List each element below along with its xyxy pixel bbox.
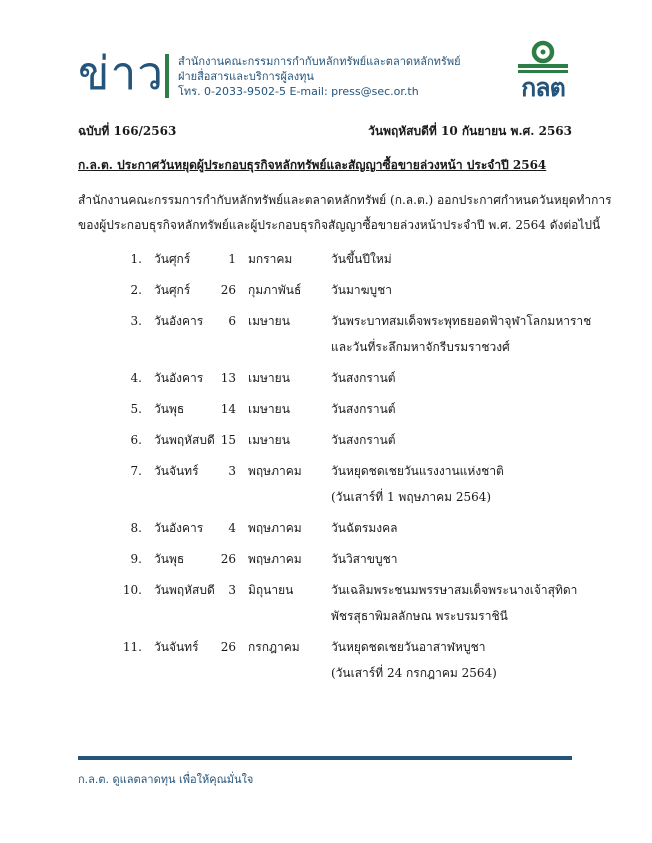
- holiday-weekday: วันจันทร์: [154, 640, 199, 654]
- holiday-weekday: วันอังคาร: [154, 521, 204, 535]
- holiday-description-line: พัชรสุธาพิมลลักษณ พระบรมราชินี: [331, 609, 508, 623]
- holiday-month: เมษายน: [248, 314, 290, 328]
- holiday-month: พฤษภาคม: [248, 521, 302, 535]
- holiday-weekday: วันศุกร์: [154, 252, 191, 266]
- holiday-weekday: วันพุธ: [154, 552, 185, 566]
- holiday-number: 11.: [122, 640, 142, 654]
- holiday-number: 6.: [130, 433, 142, 447]
- holiday-description-line: วันเฉลิมพระชนมพรรษาสมเด็จพระนางเจ้าสุทิดา: [331, 583, 578, 597]
- holiday-number: 3.: [130, 314, 142, 328]
- contact-info: โทร. 0-2033-9502-5 E-mail: press@sec.or.th: [178, 85, 419, 98]
- holiday-description-line: วันพระบาทสมเด็จพระพุทธยอดฟ้าจุฬาโลกมหาราช: [331, 314, 592, 328]
- holiday-description-line: วันฉัตรมงคล: [331, 521, 398, 535]
- holiday-day: 6: [228, 314, 236, 328]
- holiday-day: 26: [220, 640, 236, 654]
- holiday-row: [0, 279, 652, 310]
- office-info: [178, 54, 461, 99]
- sec-logo: [514, 40, 572, 104]
- holiday-description-line: วันสงกรานต์: [331, 371, 396, 385]
- footer-rule: [78, 756, 572, 760]
- holiday-day: 1: [228, 252, 236, 266]
- holiday-number: 4.: [130, 371, 142, 385]
- holiday-list: [0, 248, 652, 693]
- holiday-month: เมษายน: [248, 433, 290, 447]
- holiday-month: กุมภาพันธ์: [248, 283, 302, 297]
- holiday-description-line: และวันที่ระลึกมหาจักรีบรมราชวงศ์: [331, 340, 510, 354]
- holiday-description-line: วันขึ้นปีใหม่: [331, 252, 392, 266]
- holiday-description: [331, 365, 396, 391]
- holiday-day: 3: [228, 464, 236, 478]
- sec-logo-icon: [514, 40, 572, 74]
- office-name: สำนักงานคณะกรรมการกำกับหลักทรัพย์และตลาดหลักทรัพย์: [178, 55, 461, 68]
- department-name: ฝ่ายสื่อสารและบริการผู้ลงทุน: [178, 70, 314, 83]
- holiday-row: [0, 248, 652, 279]
- holiday-day: 14: [220, 402, 236, 416]
- holiday-weekday: วันพุธ: [154, 402, 185, 416]
- holiday-description: [331, 396, 396, 422]
- holiday-description-line: วันสงกรานต์: [331, 402, 396, 416]
- holiday-month: มกราคม: [248, 252, 293, 266]
- holiday-number: 8.: [130, 521, 142, 535]
- intro-paragraph: [78, 188, 612, 238]
- holiday-month: เมษายน: [248, 402, 290, 416]
- holiday-description-line: (วันเสาร์ที่ 24 กรกฎาคม 2564): [331, 666, 497, 680]
- holiday-number: 2.: [130, 283, 142, 297]
- holiday-weekday: วันอังคาร: [154, 371, 204, 385]
- issue-date: วันพฤหัสบดีที่ 10 กันยายน พ.ศ. 2563: [368, 124, 572, 138]
- holiday-month: พฤษภาคม: [248, 552, 302, 566]
- holiday-day: 13: [220, 371, 236, 385]
- holiday-number: 10.: [122, 583, 142, 597]
- holiday-number: 5.: [130, 402, 142, 416]
- holiday-row: [0, 398, 652, 429]
- holiday-month: มิถุนายน: [248, 583, 294, 597]
- holiday-description: [331, 546, 397, 572]
- issue-number: ฉบับที่ 166/2563: [78, 124, 177, 138]
- document-meta: [78, 122, 572, 142]
- news-wordmark: ข่าว: [78, 46, 165, 100]
- holiday-description-line: วันวิสาขบูชา: [331, 552, 398, 566]
- holiday-description-line: (วันเสาร์ที่ 1 พฤษภาคม 2564): [331, 490, 492, 504]
- holiday-number: 7.: [130, 464, 142, 478]
- holiday-description: [331, 427, 396, 453]
- holiday-day: 26: [220, 552, 236, 566]
- holiday-month: เมษายน: [248, 371, 290, 385]
- holiday-weekday: วันพฤหัสบดี: [154, 583, 215, 597]
- holiday-day: 3: [228, 583, 236, 597]
- holiday-weekday: วันจันทร์: [154, 464, 199, 478]
- holiday-row: [0, 429, 652, 460]
- intro-line: สำนักงานคณะกรรมการกำกับหลักทรัพย์และตลาดหลักทรัพย์ (ก.ล.ต.) ออกประกาศกำหนดวันหยุดทำการ: [78, 193, 612, 207]
- holiday-row: [0, 310, 652, 367]
- intro-line: ของผู้ประกอบธุรกิจหลักทรัพย์และผู้ประกอบธุรกิจสัญญาซื้อขายล่วงหน้าประจำปี พ.ศ. 2564 ดังต่อไปนี้: [78, 218, 601, 232]
- holiday-day: 4: [228, 521, 236, 535]
- holiday-weekday: วันศุกร์: [154, 283, 191, 297]
- holiday-row: [0, 517, 652, 548]
- holiday-month: กรกฎาคม: [248, 640, 300, 654]
- holiday-description: [331, 308, 591, 360]
- holiday-month: พฤษภาคม: [248, 464, 302, 478]
- holiday-description: [331, 277, 392, 303]
- holiday-description-line: วันหยุดชดเชยวันแรงงานแห่งชาติ: [331, 464, 504, 478]
- holiday-row: [0, 548, 652, 579]
- holiday-row: [0, 636, 652, 693]
- holiday-description: [331, 458, 504, 510]
- letterhead: [78, 40, 572, 112]
- holiday-description: [331, 515, 398, 541]
- holiday-row: [0, 579, 652, 636]
- holiday-description-line: วันสงกรานต์: [331, 433, 396, 447]
- sec-logo-text: กลต: [521, 73, 565, 102]
- document-title: ก.ล.ต. ประกาศวันหยุดผู้ประกอบธุรกิจหลักทรัพย์และสัญญาซื้อขายล่วงหน้า ประจำปี 2564: [78, 158, 547, 172]
- holiday-description: [331, 577, 577, 629]
- footer-slogan: ก.ล.ต. ดูแลตลาดทุน เพื่อให้คุณมั่นใจ: [78, 773, 254, 786]
- holiday-number: 9.: [130, 552, 142, 566]
- holiday-description-line: วันมาฆบูชา: [331, 283, 392, 297]
- holiday-description-line: วันหยุดชดเชยวันอาสาฬหบูชา: [331, 640, 486, 654]
- holiday-row: [0, 367, 652, 398]
- holiday-description: [331, 246, 392, 272]
- wordmark-divider: [165, 54, 169, 98]
- holiday-row: [0, 460, 652, 517]
- holiday-description: [331, 634, 497, 686]
- holiday-day: 26: [220, 283, 236, 297]
- holiday-number: 1.: [130, 252, 142, 266]
- holiday-day: 15: [220, 433, 236, 447]
- holiday-weekday: วันอังคาร: [154, 314, 204, 328]
- holiday-weekday: วันพฤหัสบดี: [154, 433, 215, 447]
